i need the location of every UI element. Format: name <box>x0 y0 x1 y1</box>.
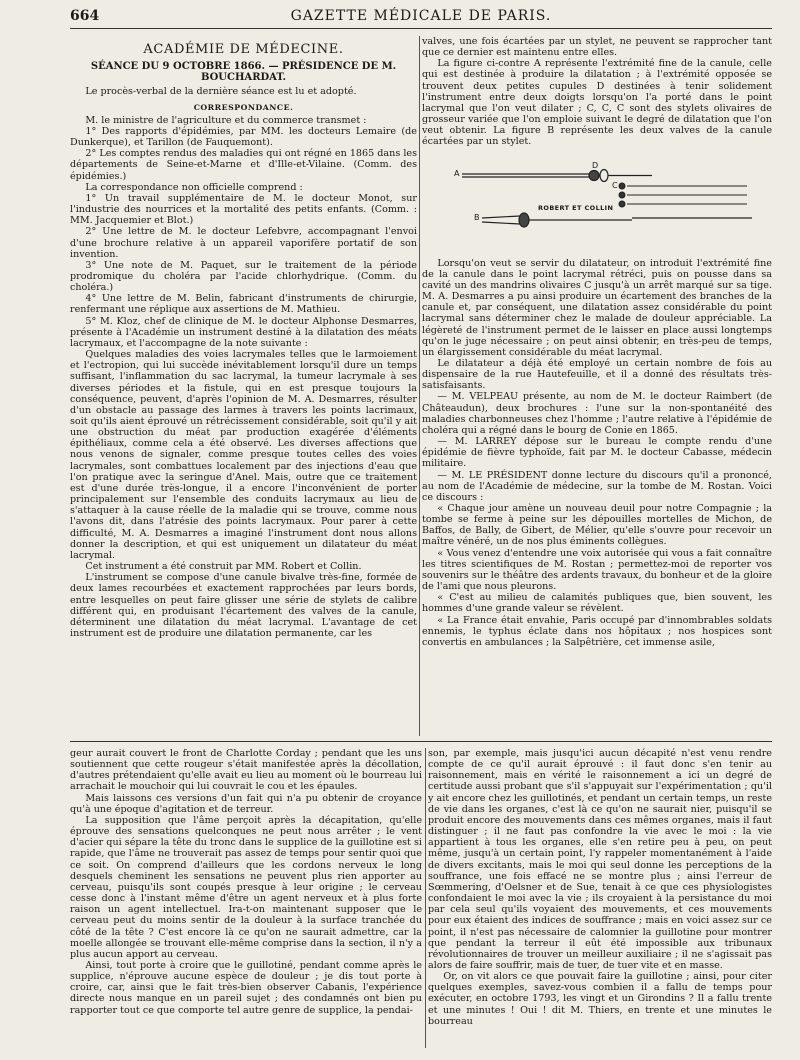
paragraph: La figure ci-contre A représente l'extrémité fine de la canule, celle qui est destinée à produire la dilatation ; à l'extrémité opposée se trouvent deux petites cupules D destinées à tenir solidement l'instrument entre deux doigts lorsqu'on l'a porté dans le point lacrymal que l'on veut dilater ; C, C, C sont des stylets olivaires de grosseur variée que l'on emploie suivant le degré de dilatation que l'on veut obtenir. La figure B représente les deux valves de la canule écartées par un stylet. <box>422 58 772 148</box>
session-heading: SÉANCE DU 9 OCTOBRE 1866. — PRÉSIDENCE DE M. BOUCHARDAT. <box>90 61 397 84</box>
paragraph: 3° Une note de M. Paquet, sur le traitement de la période prodromique du choléra par l'acide chlorhydrique. (Comm. du choléra.) <box>70 259 417 294</box>
paragraph: geur aurait couvert le front de Charlotte Corday ; pendant que les uns soutiennent que cette rougeur s'était manifestée après la décollation, d'autres prétendaient qu'elle avait eu lieu au moment où le bourreau lui arrachait le mouchoir qui lui couvrait le cou et les épaules. <box>70 748 422 793</box>
paragraph: Cet instrument a été construit par MM. Robert et Collin. <box>85 561 362 573</box>
figure-label-b: B <box>474 212 480 222</box>
paragraph: 2° Une lettre de M. le docteur Lefebvre, accompagnant l'envoi d'une brochure relative à un appareil vaporifère portatif de son invention. <box>70 226 417 260</box>
paragraph: La correspondance non officielle comprend : <box>85 181 303 193</box>
paragraph: « Vous venez d'entendre une voix autorisée qui vous a fait connaître les titres scientifiques de M. Rostan ; permettez-moi de reporter vos souvenirs sur le théâtre des ardents travaux, du bonheur et de la gloire de l'ami que nous pleurons. <box>422 547 772 593</box>
paragraph: « La France était envahie, Paris occupé par d'innombrables soldats ennemis, le typhus éclate dans nos hôpitaux ; nos hospices sont convertis en ambulances ; la Salpêtrière, cet immense asile, <box>422 614 772 648</box>
paragraph: 5° M. Kloz, chef de clinique de M. le docteur Alphonse Desmarres, présente à l'Académie un instrument destiné à la dilatation des méats lacrymaux, et l'accompagne de la note suivante : <box>70 315 417 349</box>
paragraph: Lorsqu'on veut se servir du dilatateur, on introduit l'extrémité fine de la canule dans le point lacrymal rétréci, puis on pousse dans sa cavité un des mandrins olivaires C jusqu'à un arrêt marqué sur sa tige. M. A. Desmarres a pu ainsi produire un écartement des branches de la canule et, par conséquent, une dilatation assez considérable du point lacrymal sans déterminer chez le malade de douleur appréciable. La légèreté de l'instrument permet de le laisser en place aussi longtemps qu'on le juge nécessaire ; on peut ainsi obtenir, en très-peu de temps, un élargissement considérable du méat lacrymal. <box>422 257 772 358</box>
paragraph: — M. LE PRÉSIDENT donne lecture du discours qu'il a prononcé, au nom de l'Académie de médecine, sur la tombe de M. Rostan. Voici ce discours : <box>422 469 772 503</box>
paragraph: M. le ministre de l'agriculture et du commerce transmet : <box>85 114 367 126</box>
feuilleton-divider <box>70 741 772 742</box>
correspondence-heading: CORRESPONDANCE. <box>193 102 294 112</box>
paragraph: L'instrument se compose d'une canule bivalve très-fine, formée de deux lames recourbées et exactement rapprochées par leurs bords, entre lesquelles on peut faire glisser une série de stylets de calibre différent qui, en produisant l'écartement des valves de la canule, déterminent une dilatation du méat lacrymal. L'avantage de cet instrument est de produire une dilatation permanente, car les <box>70 572 417 639</box>
paragraph: 1° Des rapports d'épidémies, par MM. les docteurs Lemaire (de Dunkerque), et Tarillon (de Fauquemont). <box>70 125 417 149</box>
paragraph: Or, on vit alors ce que pouvait faire la guillotine ; ainsi, pour citer quelques exemples, savez-vous combien il a fallu de temps pour exécuter, en octobre 1793, les vingt et un Girondins ? Il a fallu trente et une minutes ! Oui ! dit M. Thiers, en trente et une minutes le bourreau <box>428 971 772 1027</box>
paragraph: valves, une fois écartées par un stylet, ne peuvent se rapprocher tant que ce dernier est maintenu entre elles. <box>422 36 772 59</box>
paragraph: « Chaque jour amène un nouveau deuil pour notre Compagnie ; la tombe se ferme à peine sur les dépouilles mortelles de Michon, de Baffos, de Bally, de Gibert, de Mélier, qu'elle s'ouvre pour recevoir un maître vénéré, un de nos plus éminents collègues. <box>422 503 772 548</box>
paragraph: La supposition que l'âme perçoit après la décapitation, qu'elle éprouve des sensations quelconques ne peut nous arrêter ; le vent d'acier qui sépare la tête du tronc dans le supplice de la guillotine est si rapide, que l'âme ne trouverait pas assez de temps pour sentir quoi que ce soit. On comprend d'ailleurs que les cordons nerveux le long desquels cheminent les sensations ne peuvent plus rien apporter au cerveau, puisqu'ils sont coupés presque à leur origine ; le cerveau cesse donc à l'instant même d'être un agent nerveux et à plus forte raison un agent intellectuel. Ira-t-on maintenant supposer que le cerveau peut du moins sentir de la douleur à la surface tranchée du côté de la tête ? C'est encore là ce qu'on ne saurait admettre, car la moelle allongée se trouvant elle-même comprise dans la section, il n'y a plus aucun apport au cerveau. <box>70 814 422 960</box>
instrument-maker-stamp: ROBERT ET COLLIN <box>538 203 614 212</box>
paragraph: Mais laissons ces versions d'un fait qui n'a pu obtenir de croyance qu'à une époque d'agitation et de terreur. <box>70 792 422 815</box>
figure-label-d: D <box>592 160 599 170</box>
paragraph: « C'est au milieu de calamités publiques que, bien souvent, les hommes d'une grande valeur se révèlent. <box>422 592 772 615</box>
figure-label-c: C <box>612 180 618 190</box>
paragraph: 1° Un travail supplémentaire de M. le docteur Monot, sur l'industrie des nourrices et la mortalité des petits enfants. (Comm. : MM. Jacquemier et Blot.) <box>70 192 417 227</box>
paragraph: Quelques maladies des voies lacrymales telles que le larmoiement et l'ectropion, qui lui succède inévitablement lorsqu'il dure un temps suffisant, l'inflammation du sac lacrymal, la tumeur lacrymale à ses diverses périodes et la fistule, qui en est presque toujours la conséquence, peuvent, d'après l'opinion de M. A. Desmarres, résulter d'un obstacle au passage des larmes à travers les points lacrimaux, soit qu'ils aient éprouvé un rétrécissement considérable, soit qu'il y ait une obstruction du méat par production exagérée d'éléments épithéliaux, comme cela a été observé. Les diverses affections que nous venons de signaler, comme presque toutes celles des voies lacrymales, sont combattues localement par des injections d'eau que l'on pratique avec la seringue d'Anel. Mais, outre que ce traitement est d'une durée très-longue, il a encore l'inconvénient de porter principalement sur l'ensemble des conduits lacrymaux au lieu de s'attaquer à la cause réelle de la maladie qui se trouve, comme nous l'avons dit, dans l'atrésie des points lacrymaux. Pour parer à cette difficulté, M. A. Desmarres a imaginé l'instrument dont nous allons donner la description, et qui est uniquement un dilatateur du méat lacrymal. <box>70 349 417 561</box>
paragraph: Ainsi, tout porte à croire que le guillotiné, pendant comme après le supplice, n'éprouve aucune espèce de douleur ; je dis tout porte à croire, car, ainsi que le fait très-bien observer Cabanis, l'expérience directe nous manque en un pareil sujet ; des condamnés ont bien pu rapporter tout ce que comporte tel autre genre de supplice, la pendai- <box>70 959 422 1016</box>
right-column <box>422 36 772 736</box>
dilator-figure <box>422 152 772 252</box>
paragraph: 4° Une lettre de M. Belin, fabricant d'instruments de chirurgie, renfermant une réplique aux assertions de M. Mathieu. <box>70 293 417 316</box>
paragraph: Le dilatateur a déjà été employé un certain nombre de fois au dispensaire de la rue Hautefeuille, et il a donné des résultats très-satisfaisants. <box>422 357 772 392</box>
paragraph: — M. VELPEAU présente, au nom de M. le docteur Raimbert (de Châteaudun), deux brochures : l'une sur la non-spontanéité des maladies charbonneuses chez l'homme ; l'autre relative à l'épidémie de choléra qui a régné dans le bourg de Conie en 1865. <box>422 391 772 436</box>
page-number: 664 <box>70 8 100 24</box>
journal-title: GAZETTE MÉDICALE DE PARIS. <box>290 8 552 24</box>
feuilleton-left-column <box>70 748 422 1048</box>
section-title: ACADÉMIE DE MÉDECINE. <box>143 42 344 57</box>
paragraph: Le procès-verbal de la dernière séance est lu et adopté. <box>85 86 357 98</box>
bottom-column-divider <box>425 748 426 1048</box>
column-divider <box>419 36 420 736</box>
feuilleton-right-column <box>428 748 772 1048</box>
paragraph: 2° Les comptes rendus des maladies qui ont régné en 1865 dans les départements de Seine-et-Marne et d'Ille-et-Vilaine. (Comm. des épidémies.) <box>70 148 417 182</box>
paragraph: son, par exemple, mais jusqu'ici aucun décapité n'est venu rendre compte de ce qu'il aurait éprouvé : il faut donc s'en tenir au raisonnement, mais en vérité le raisonnement a ici un degré de certitude aussi probant que s'il s'appuyait sur l'expérimentation ; qu'il y ait encore chez les guillotinés, et pendant un certain temps, un reste de vie dans les organes, c'est là ce qu'on ne saurait nier, puisqu'il se produit encore des mouvements dans ces mêmes organes, mais il faut distinguer ; il ne faut pas confondre la vie avec le moi : la vie appartient à tous les organes, elle s'en retire peu à peu, on peut même, jusqu'à un certain point, l'y rappeler momentanément à l'aide de divers excitants, mais le moi qui seul donne les perceptions de la souffrance, une fois effacé ne se montre plus ; ainsi l'erreur de Sœmmering, d'Oelsner et de Sue, tenait à ce que ces physiologistes confondaient le moi avec la vie ; ils croyaient à la persistance du moi par cela seul qu'ils voyaient des mouvements, et ces mouvements pour eux étaient des indices de souffrance ; mais en voici assez sur ce point, il n'est pas nécessaire de calomnier la guillotine pour montrer que pendant la terreur il eût été impossible aux tribunaux révolutionnaires de trouver un meilleur auxiliaire ; il ne s'agissait pas alors de faire souffrir, mais de tuer, de tuer vite et en masse. <box>428 748 772 971</box>
figure-label-a: A <box>454 168 460 178</box>
paragraph: — M. LARREY dépose sur le bureau le compte rendu d'une épidémie de fièvre typhoïde, fait par M. le docteur Cabasse, médecin militaire. <box>422 436 772 470</box>
left-column <box>70 36 417 736</box>
page-header <box>70 8 772 29</box>
